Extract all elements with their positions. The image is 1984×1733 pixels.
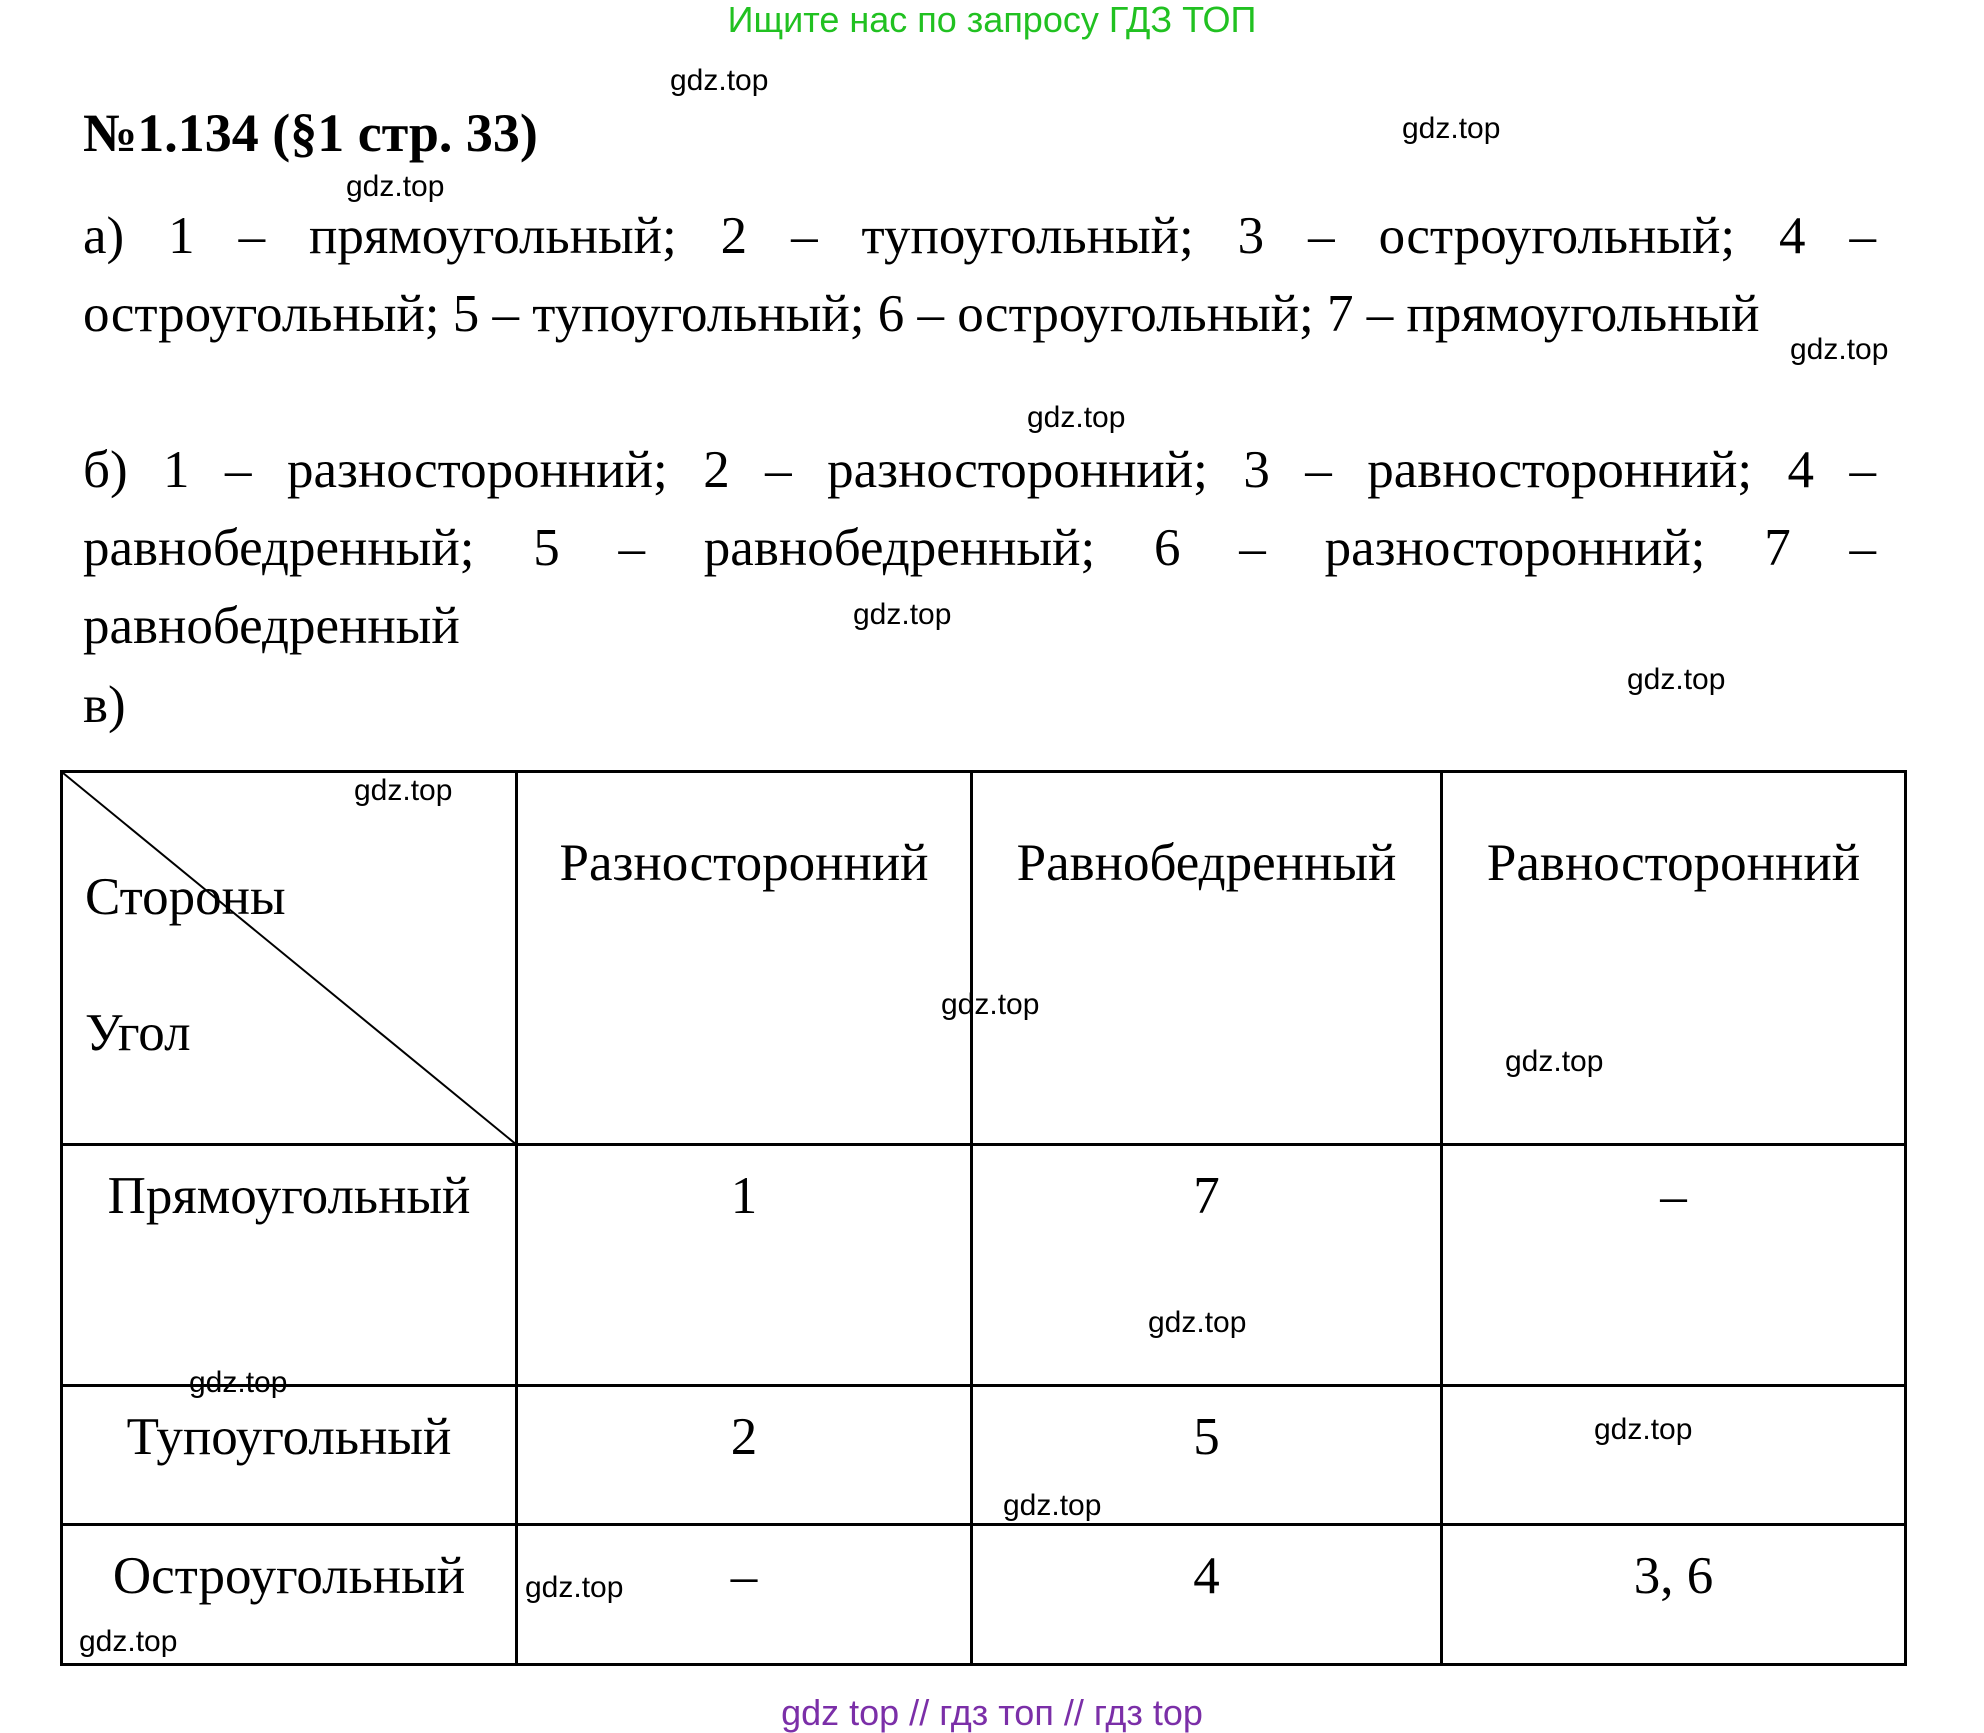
- watermark: gdz.top: [1027, 401, 1126, 434]
- watermark: gdz.top: [346, 170, 445, 203]
- bottom-banner: gdz top // гдз топ // гдз top: [781, 1692, 1203, 1733]
- watermark: gdz.top: [1505, 1045, 1604, 1078]
- table-row-acute: [62, 1524, 1906, 1664]
- watermark: gdz.top: [1148, 1306, 1247, 1339]
- watermark: gdz.top: [354, 774, 453, 807]
- watermark: gdz.top: [941, 988, 1040, 1021]
- watermark: gdz.top: [1003, 1489, 1102, 1522]
- cell-obtuse-scalene: 2: [517, 1385, 972, 1524]
- watermark: gdz.top: [1627, 663, 1726, 696]
- corner-angle-label: Угол: [85, 1004, 191, 1062]
- watermark: gdz.top: [853, 598, 952, 631]
- answer-part-a: а) 1 – прямоугольный; 2 – тупоугольный; 3 – остроугольный; 4 – остроугольный; 5 – тупоугольный; 6 – остроугольный; 7 – прямоугольный: [83, 207, 1876, 343]
- row-label-acute: Остроугольный: [62, 1524, 517, 1664]
- page-title: №1.134 (§1 стр. 33): [83, 103, 538, 163]
- table-row-obtuse: [62, 1385, 1906, 1524]
- header-equilateral: Равносторонний: [1442, 772, 1906, 1145]
- table-corner-cell: [62, 772, 517, 1145]
- watermark: gdz.top: [1594, 1413, 1693, 1446]
- diagonal-divider: [63, 773, 515, 1143]
- cell-right-scalene: 1: [517, 1145, 972, 1385]
- table-row-right: [62, 1145, 1906, 1385]
- cell-obtuse-equilateral: [1442, 1385, 1906, 1524]
- top-banner: Ищите нас по запросу ГДЗ ТОП: [727, 0, 1257, 40]
- answer-part-b: б) 1 – разносторонний; 2 – разносторонний; 3 – равносторонний; 4 – равнобедренный; 5 – равнобедренный; 6 – разносторонний; 7 – равнобедренный: [83, 441, 1876, 655]
- classification-table: [60, 770, 1907, 1666]
- cell-obtuse-isosceles: 5: [972, 1385, 1442, 1524]
- watermark: gdz.top: [189, 1366, 288, 1399]
- cell-acute-scalene: –: [517, 1524, 972, 1664]
- cell-acute-isosceles: 4: [972, 1524, 1442, 1664]
- header-isosceles: Равнобедренный: [972, 772, 1442, 1145]
- corner-sides-label: Стороны: [85, 868, 286, 926]
- answer-part-v-label: в): [83, 676, 126, 734]
- watermark: gdz.top: [79, 1625, 178, 1658]
- watermark: gdz.top: [670, 64, 769, 97]
- header-scalene: Разносторонний: [517, 772, 972, 1145]
- cell-right-equilateral: –: [1442, 1145, 1906, 1385]
- row-label-right: Прямоугольный: [62, 1145, 517, 1385]
- watermark: gdz.top: [525, 1571, 624, 1604]
- cell-acute-equilateral: 3, 6: [1442, 1524, 1906, 1664]
- row-label-obtuse: Тупоугольный: [62, 1385, 517, 1524]
- watermark: gdz.top: [1402, 112, 1501, 145]
- cell-right-isosceles: 7: [972, 1145, 1442, 1385]
- table-header-row: [62, 772, 1906, 1145]
- watermark: gdz.top: [1790, 333, 1889, 366]
